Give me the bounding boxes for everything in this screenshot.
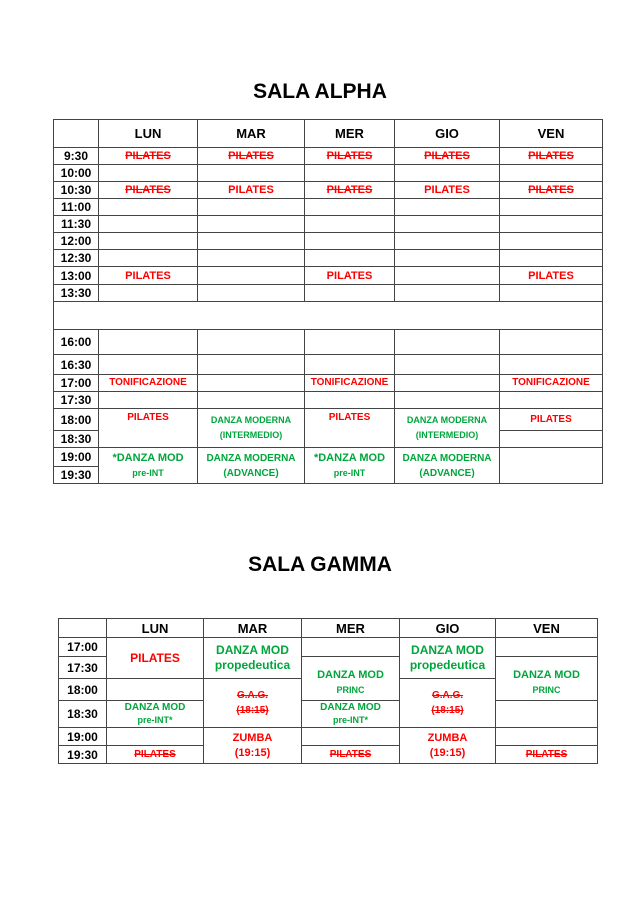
class-name: DANZA MODERNA	[210, 415, 292, 425]
table-row	[54, 250, 603, 267]
time-cell: 12:00	[54, 233, 99, 250]
empty-cell	[198, 355, 305, 375]
class-time: (19:15)	[234, 746, 271, 759]
empty-cell	[305, 285, 395, 302]
table-row	[59, 638, 598, 657]
time-cell: 17:30	[54, 392, 99, 409]
table-row	[54, 199, 603, 216]
empty-cell	[305, 199, 395, 216]
empty-cell	[99, 216, 198, 233]
class-cell: TONIFICAZIONE	[500, 375, 603, 392]
class-name: G.A.G.	[431, 690, 464, 701]
class-cell: PILATES	[305, 267, 395, 285]
empty-cell	[198, 285, 305, 302]
class-cell: PILATES	[500, 409, 603, 431]
time-cell: 10:30	[54, 182, 99, 199]
day-header: MAR	[204, 619, 302, 638]
table-row	[54, 285, 603, 302]
class-cell	[496, 657, 598, 701]
corner-cell	[59, 619, 107, 638]
empty-cell	[395, 392, 500, 409]
table-row	[54, 233, 603, 250]
table-row	[59, 701, 598, 728]
class-name: *DANZA MOD	[112, 451, 184, 464]
empty-cell	[99, 165, 198, 182]
class-cell: PILATES	[500, 267, 603, 285]
class-level: (ADVANCE)	[419, 467, 475, 479]
empty-cell	[198, 267, 305, 285]
class-cell	[305, 448, 395, 484]
class-time: (19:15)	[429, 746, 466, 759]
class-name: DANZA MOD	[411, 643, 484, 657]
sala-alpha-schedule	[53, 119, 603, 484]
class-level: (INTERMEDIO)	[219, 430, 283, 440]
class-cell	[198, 448, 305, 484]
class-level: PRINC	[532, 685, 561, 695]
class-cell: PILATES	[198, 148, 305, 165]
time-cell: 18:00	[54, 409, 99, 431]
empty-cell	[500, 431, 603, 448]
alpha-header-row	[54, 120, 603, 148]
class-name: *DANZA MOD	[313, 451, 386, 464]
empty-cell	[99, 330, 198, 355]
empty-cell	[198, 199, 305, 216]
class-cell: PILATES	[99, 267, 198, 285]
class-name: G.A.G.	[236, 690, 269, 701]
class-cell: TONIFICAZIONE	[305, 375, 395, 392]
empty-cell	[302, 728, 400, 746]
table-row	[54, 375, 603, 392]
class-cell: PILATES	[395, 182, 500, 199]
day-header: VEN	[496, 619, 598, 638]
empty-cell	[198, 375, 305, 392]
empty-cell	[99, 392, 198, 409]
time-cell: 19:00	[54, 448, 99, 467]
empty-cell	[107, 679, 204, 701]
class-cell: PILATES	[305, 182, 395, 199]
class-level: pre-INT	[333, 467, 366, 478]
class-name: DANZA MODERNA	[402, 452, 492, 464]
class-name: DANZA MOD	[216, 643, 289, 657]
class-cell: PILATES	[305, 409, 395, 448]
day-header: GIO	[395, 120, 500, 148]
empty-cell	[496, 638, 598, 657]
class-cell	[107, 701, 204, 728]
table-row	[54, 165, 603, 182]
time-cell: 19:00	[59, 728, 107, 746]
class-name: DANZA MOD	[124, 702, 186, 713]
empty-cell	[500, 250, 603, 267]
time-cell: 11:30	[54, 216, 99, 233]
empty-cell	[107, 728, 204, 746]
time-cell: 16:00	[54, 330, 99, 355]
class-cell	[400, 679, 496, 728]
empty-cell	[305, 165, 395, 182]
time-cell: 19:30	[59, 746, 107, 764]
time-cell: 17:00	[59, 638, 107, 657]
sala-gamma-title: SALA GAMMA	[248, 553, 392, 576]
class-level: (INTERMEDIO)	[415, 430, 479, 440]
table-row	[59, 746, 598, 764]
class-cell: PILATES	[107, 746, 204, 764]
class-cell: PILATES	[305, 148, 395, 165]
empty-cell	[395, 216, 500, 233]
empty-cell	[99, 199, 198, 216]
day-header: MER	[302, 619, 400, 638]
sala-alpha-title: SALA ALPHA	[253, 80, 387, 103]
empty-cell	[198, 250, 305, 267]
time-cell: 9:30	[54, 148, 99, 165]
empty-cell	[395, 267, 500, 285]
time-cell: 16:30	[54, 355, 99, 375]
empty-cell	[305, 355, 395, 375]
class-cell: PILATES	[500, 148, 603, 165]
break-cell	[54, 302, 603, 330]
table-row	[54, 216, 603, 233]
empty-cell	[496, 701, 598, 728]
table-row	[54, 355, 603, 375]
time-cell: 19:30	[54, 467, 99, 484]
time-cell: 13:00	[54, 267, 99, 285]
sala-gamma-schedule	[58, 618, 598, 764]
empty-cell	[302, 638, 400, 657]
empty-cell	[99, 285, 198, 302]
day-header: MAR	[198, 120, 305, 148]
class-cell: PILATES	[198, 182, 305, 199]
day-header: LUN	[99, 120, 198, 148]
class-level: propedeutica	[409, 658, 486, 672]
class-level: pre-INT*	[332, 715, 368, 725]
empty-cell	[99, 250, 198, 267]
class-cell: PILATES	[107, 638, 204, 679]
empty-cell	[395, 233, 500, 250]
table-row	[54, 182, 603, 199]
class-name: DANZA MOD	[317, 669, 384, 681]
class-cell	[204, 638, 302, 679]
empty-cell	[395, 250, 500, 267]
empty-cell	[500, 355, 603, 375]
empty-cell	[198, 216, 305, 233]
class-level: (ADVANCE)	[223, 467, 279, 479]
class-cell	[204, 679, 302, 728]
empty-cell	[305, 330, 395, 355]
time-cell: 18:30	[54, 431, 99, 448]
class-cell: PILATES	[496, 746, 598, 764]
time-cell: 12:30	[54, 250, 99, 267]
empty-cell	[500, 216, 603, 233]
empty-cell	[500, 199, 603, 216]
time-cell: 18:30	[59, 701, 107, 728]
class-cell: TONIFICAZIONE	[99, 375, 198, 392]
class-time: (18:15)	[236, 705, 269, 716]
class-cell	[400, 728, 496, 764]
empty-cell	[305, 392, 395, 409]
class-level: PRINC	[336, 685, 365, 695]
empty-cell	[500, 233, 603, 250]
empty-cell	[305, 233, 395, 250]
class-level: propedeutica	[214, 658, 291, 672]
empty-cell	[198, 392, 305, 409]
class-cell	[302, 657, 400, 701]
break-row	[54, 302, 603, 330]
empty-cell	[496, 728, 598, 746]
empty-cell	[395, 199, 500, 216]
table-row	[54, 409, 603, 431]
empty-cell	[99, 355, 198, 375]
empty-cell	[395, 375, 500, 392]
class-name: DANZA MODERNA	[206, 452, 296, 464]
class-name: ZUMBA	[427, 731, 468, 744]
class-cell: PILATES	[395, 148, 500, 165]
empty-cell	[500, 285, 603, 302]
empty-cell	[395, 165, 500, 182]
class-cell	[395, 409, 500, 448]
empty-cell	[500, 330, 603, 355]
table-row	[54, 392, 603, 409]
class-cell: PILATES	[99, 182, 198, 199]
class-cell	[400, 638, 496, 679]
empty-cell	[305, 216, 395, 233]
class-cell: PILATES	[99, 148, 198, 165]
empty-cell	[395, 330, 500, 355]
time-cell: 11:00	[54, 199, 99, 216]
empty-cell	[198, 233, 305, 250]
class-name: DANZA MODERNA	[406, 415, 488, 425]
gamma-header-row	[59, 619, 598, 638]
corner-cell	[54, 120, 99, 148]
table-row	[54, 448, 603, 467]
time-cell: 13:30	[54, 285, 99, 302]
day-header: VEN	[500, 120, 603, 148]
class-name: ZUMBA	[232, 731, 273, 744]
table-row	[54, 148, 603, 165]
class-cell: PILATES	[500, 182, 603, 199]
empty-cell	[500, 448, 603, 484]
class-level: pre-INT	[132, 467, 164, 478]
day-header: MER	[305, 120, 395, 148]
empty-cell	[395, 355, 500, 375]
empty-cell	[198, 165, 305, 182]
empty-cell	[395, 285, 500, 302]
class-cell	[395, 448, 500, 484]
empty-cell	[198, 330, 305, 355]
empty-cell	[500, 392, 603, 409]
class-name: DANZA MOD	[320, 702, 381, 713]
day-header: GIO	[400, 619, 496, 638]
class-level: pre-INT*	[137, 715, 173, 725]
table-row	[54, 267, 603, 285]
empty-cell	[99, 233, 198, 250]
class-cell	[302, 701, 400, 728]
time-cell: 17:00	[54, 375, 99, 392]
class-time: (18:15)	[431, 705, 464, 716]
time-cell: 18:00	[59, 679, 107, 701]
table-row	[59, 728, 598, 746]
class-cell: PILATES	[302, 746, 400, 764]
day-header: LUN	[107, 619, 204, 638]
class-cell	[204, 728, 302, 764]
class-cell	[99, 448, 198, 484]
table-row	[54, 330, 603, 355]
class-cell: PILATES	[99, 409, 198, 448]
class-name: DANZA MOD	[513, 669, 580, 681]
empty-cell	[500, 165, 603, 182]
class-cell	[198, 409, 305, 448]
time-cell: 17:30	[59, 657, 107, 679]
time-cell: 10:00	[54, 165, 99, 182]
empty-cell	[305, 250, 395, 267]
